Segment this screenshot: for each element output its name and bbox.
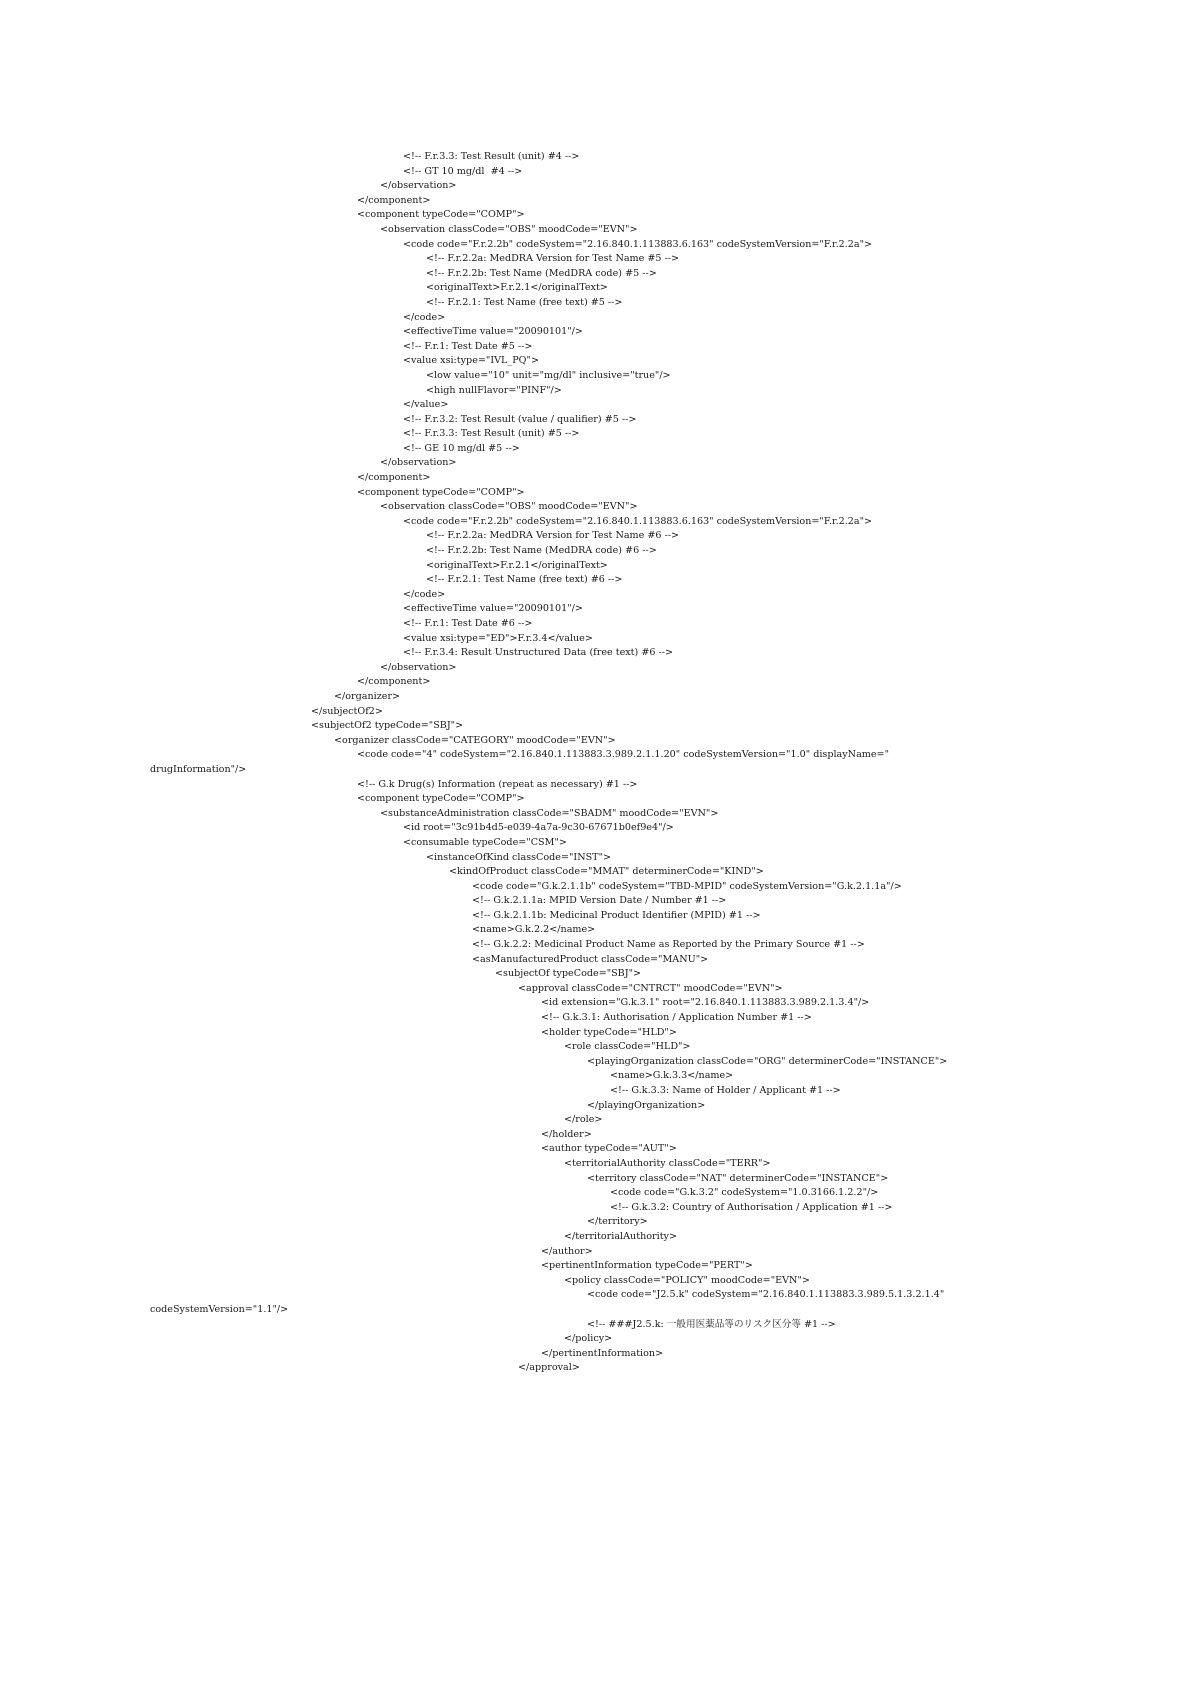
code-line: <subjectOf typeCode="SBJ"> (495, 968, 642, 980)
code-line: </pertinentInformation> (541, 1347, 664, 1359)
code-line: <effectiveTime value="20090101"/> (403, 326, 583, 338)
code-line: </playingOrganization> (587, 1099, 706, 1111)
code-line: <!-- G.k.3.2: Country of Authorisation / Application #1 --> (610, 1201, 893, 1213)
code-line: <component typeCode="COMP"> (357, 209, 525, 221)
code-line: <!-- ###J2.5.k: 一般用医薬品等のリスク区分等 #1 --> (587, 1318, 836, 1330)
code-line: <!-- F.r.2.2b: Test Name (MedDRA code) #5 --> (426, 267, 657, 279)
code-line: <author typeCode="AUT"> (541, 1143, 677, 1155)
code-line: </component> (357, 472, 431, 484)
code-line: drugInformation"/> (150, 763, 247, 775)
code-line: </holder> (541, 1128, 592, 1140)
code-line: <id extension="G.k.3.1" root="2.16.840.1.113883.3.989.2.1.3.4"/> (541, 997, 870, 1009)
code-line: <!-- F.r.2.1: Test Name (free text) #5 --> (426, 296, 623, 308)
code-line: <!-- F.r.3.3: Test Result (unit) #4 --> (403, 151, 580, 162)
code-line: <!-- F.r.3.4: Result Unstructured Data (free text) #6 --> (403, 647, 674, 659)
code-line: <approval classCode="CNTRCT" moodCode="EVN"> (518, 982, 783, 994)
code-line: </value> (403, 399, 449, 411)
code-line: <code code="F.r.2.2b" codeSystem="2.16.840.1.113883.6.163" codeSystemVersion="F.r.2.2a"> (403, 238, 873, 250)
code-line: <policy classCode="POLICY" moodCode="EVN"> (564, 1274, 810, 1286)
code-line: <code code="J2.5.k" codeSystem="2.16.840.1.113883.3.989.5.1.3.2.1.4" (587, 1289, 945, 1301)
code-line: <code code="4" codeSystem="2.16.840.1.113883.3.989.2.1.1.20" codeSystemVersion="1.0" displayName=" (357, 749, 890, 761)
code-line: <code code="G.k.3.2" codeSystem="1.0.3166.1.2.2"/> (610, 1187, 879, 1199)
code-line: <!-- F.r.2.2b: Test Name (MedDRA code) #6 --> (426, 545, 657, 557)
code-line: <code code="F.r.2.2b" codeSystem="2.16.840.1.113883.6.163" codeSystemVersion="F.r.2.2a"> (403, 515, 873, 527)
code-line: <high nullFlavor="PINF"/> (426, 384, 562, 396)
code-line: <!-- GT 10 mg/dl #4 --> (403, 165, 523, 177)
code-line: <name>G.k.3.3</name> (610, 1070, 734, 1082)
code-line: <!-- G.k.3.1: Authorisation / Application Number #1 --> (541, 1012, 812, 1024)
code-line: <instanceOfKind classCode="INST"> (426, 851, 612, 863)
code-line: <territory classCode="NAT" determinerCode="INSTANCE"> (587, 1172, 889, 1184)
code-line: </observation> (380, 180, 457, 192)
code-line: </subjectOf2> (311, 705, 383, 717)
code-line: </component> (357, 676, 431, 688)
code-line: </code> (403, 311, 446, 323)
code-line: </author> (541, 1245, 593, 1257)
code-line: <!-- F.r.3.3: Test Result (unit) #5 --> (403, 428, 580, 440)
code-line: <value xsi:type="ED">F.r.3.4</value> (403, 632, 593, 644)
code-line: <!-- G.k Drug(s) Information (repeat as necessary) #1 --> (357, 778, 638, 790)
code-line: </policy> (564, 1333, 613, 1345)
code-line: <originalText>F.r.2.1</originalText> (426, 282, 608, 294)
code-line: </observation> (380, 661, 457, 673)
code-line: <!-- G.k.3.3: Name of Holder / Applicant #1 --> (610, 1085, 841, 1096)
code-line: <substanceAdministration classCode="SBADM" moodCode="EVN"> (380, 807, 719, 819)
code-line: <organizer classCode="CATEGORY" moodCode="EVN"> (334, 734, 616, 746)
code-line: <!-- GE 10 mg/dl #5 --> (403, 442, 520, 454)
code-line: <!-- F.r.2.2a: MedDRA Version for Test Name #6 --> (426, 530, 680, 542)
code-line: </code> (403, 588, 446, 600)
code-line: <!-- F.r.1: Test Date #5 --> (403, 340, 533, 352)
code-line: <role classCode="HLD"> (564, 1041, 691, 1053)
code-line: </component> (357, 194, 431, 206)
code-line: </role> (564, 1114, 603, 1126)
code-line: <holder typeCode="HLD"> (541, 1026, 677, 1038)
code-line: </organizer> (334, 690, 401, 702)
code-line: <code code="G.k.2.1.1b" codeSystem="TBD-MPID" codeSystemVersion="G.k.2.1.1a"/> (472, 880, 902, 892)
code-line: </territory> (587, 1216, 648, 1228)
code-line: <component typeCode="COMP"> (357, 486, 525, 498)
code-line: codeSystemVersion="1.1"/> (150, 1303, 289, 1315)
code-line: <observation classCode="OBS" moodCode="EVN"> (380, 223, 638, 235)
code-line: <!-- F.r.2.1: Test Name (free text) #6 --> (426, 574, 623, 586)
code-line: <!-- F.r.1: Test Date #6 --> (403, 618, 533, 629)
code-line: <!-- F.r.2.2a: MedDRA Version for Test Name #5 --> (426, 253, 680, 265)
code-line: <component typeCode="COMP"> (357, 793, 525, 805)
code-line: </territorialAuthority> (564, 1230, 678, 1242)
code-line: <!-- G.k.2.2: Medicinal Product Name as Reported by the Primary Source #1 --> (472, 939, 865, 951)
code-line: <!-- F.r.3.2: Test Result (value / qualifier) #5 --> (403, 413, 637, 425)
code-line: <observation classCode="OBS" moodCode="EVN"> (380, 501, 638, 513)
code-line: <value xsi:type="IVL_PQ"> (403, 355, 539, 367)
code-line: <pertinentInformation typeCode="PERT"> (541, 1260, 753, 1272)
code-line: <asManufacturedProduct classCode="MANU"> (472, 953, 709, 965)
code-line: <playingOrganization classCode="ORG" determinerCode="INSTANCE"> (587, 1055, 948, 1067)
code-line: <low value="10" unit="mg/dl" inclusive="true"/> (426, 369, 671, 381)
code-line: <territorialAuthority classCode="TERR"> (564, 1157, 771, 1169)
xml-code-listing (150, 150, 1030, 1376)
code-line: <id root="3c91b4d5-e039-4a7a-9c30-67671b0ef9e4"/> (403, 822, 674, 834)
code-line: <originalText>F.r.2.1</originalText> (426, 559, 608, 571)
code-line: <kindOfProduct classCode="MMAT" determinerCode="KIND"> (449, 866, 764, 878)
code-line: </observation> (380, 457, 457, 469)
code-line: <name>G.k.2.2</name> (472, 924, 596, 936)
code-line: <subjectOf2 typeCode="SBJ"> (311, 720, 464, 732)
code-line: <!-- G.k.2.1.1b: Medicinal Product Identifier (MPID) #1 --> (472, 909, 761, 921)
code-line: </approval> (518, 1362, 580, 1374)
code-line: <consumable typeCode="CSM"> (403, 836, 567, 848)
code-line: <!-- G.k.2.1.1a: MPID Version Date / Number #1 --> (472, 895, 727, 907)
code-line: <effectiveTime value="20090101"/> (403, 603, 583, 615)
